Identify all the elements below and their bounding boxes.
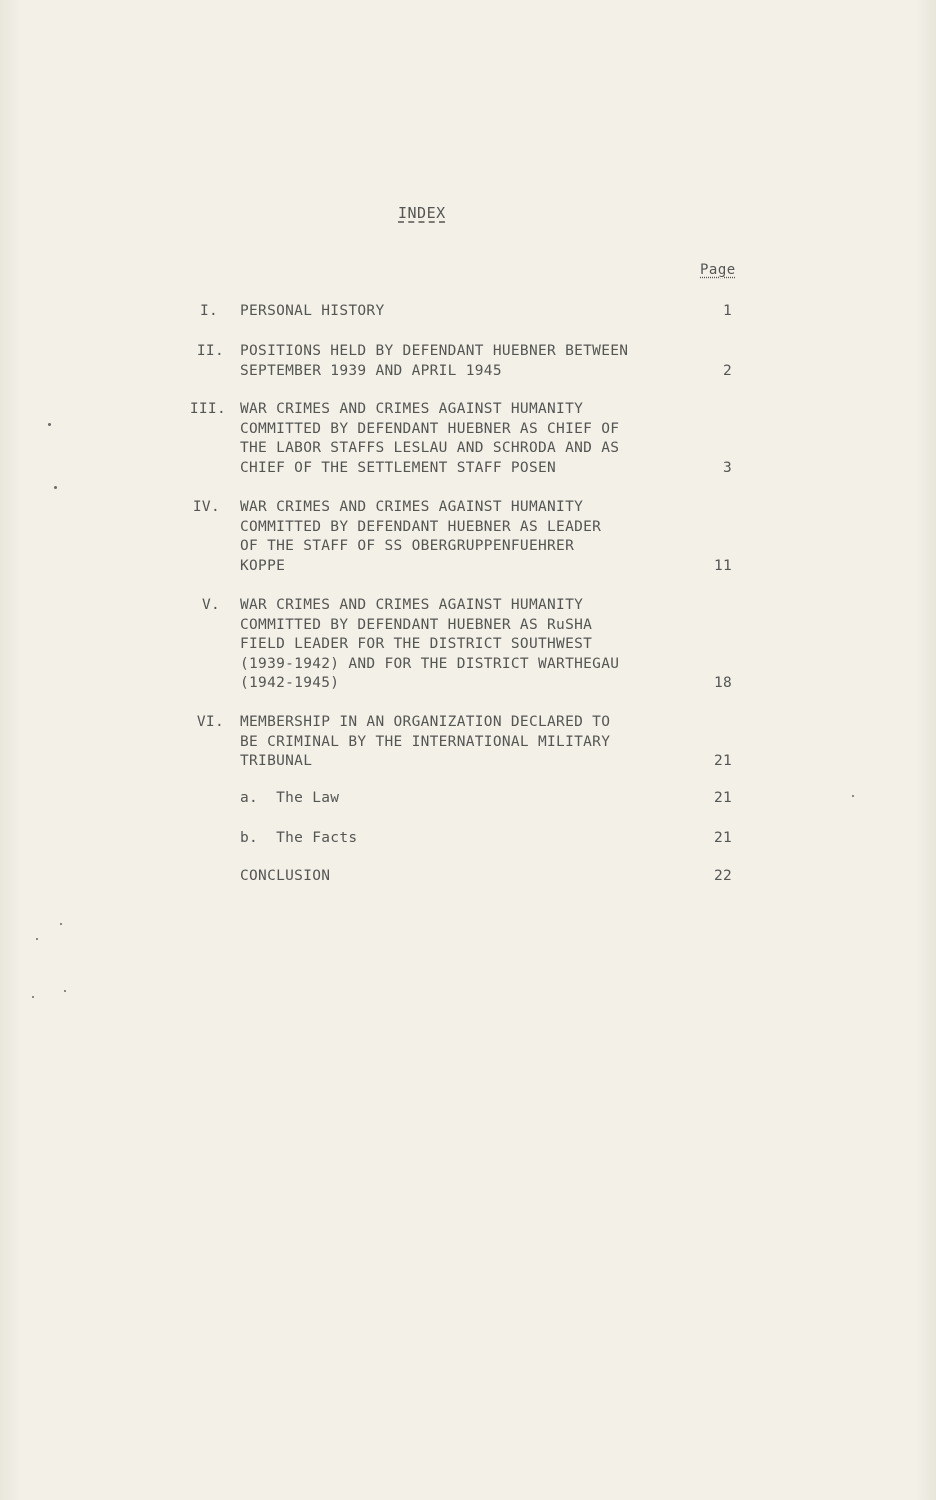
entry-page-number: 3: [722, 459, 732, 476]
entry-text: WAR CRIMES AND CRIMES AGAINST HUMANITY COMMITTED BY DEFENDANT HUEBNER AS RuSHA FIELD LEADER FOR THE DISTRICT SOUTHWEST (1939-1942) AND FOR THE DISTRICT WARTHEGAU (1942-1945): [240, 597, 620, 691]
entry-text: MEMBERSHIP IN AN ORGANIZATION DECLARED TO BE CRIMINAL BY THE INTERNATIONAL MILITARY TRIBUNAL: [240, 714, 611, 769]
entry-page-number: 2: [722, 362, 732, 379]
index-title: INDEX: [398, 204, 446, 222]
entry-text: WAR CRIMES AND CRIMES AGAINST HUMANITY COMMITTED BY DEFENDANT HUEBNER AS LEADER OF THE STAFF OF SS OBERGRUPPENFUEHRER KOPPE: [240, 499, 602, 574]
entry-text: PERSONAL HISTORY: [240, 303, 385, 319]
entry-page-number: 1: [722, 303, 732, 319]
entry-page-number: 21: [713, 790, 732, 806]
scan-speck: [852, 795, 854, 797]
entry-page-number: 21: [713, 753, 732, 769]
scan-speck: [32, 996, 34, 998]
entry-text: b. The Facts: [240, 830, 358, 846]
scan-speck: [54, 486, 57, 489]
entry-text: WAR CRIMES AND CRIMES AGAINST HUMANITY COMMITTED BY DEFENDANT HUEBNER AS CHIEF OF THE LABOR STAFFS LESLAU AND SCHRODA AND AS CHIEF OF THE SETTLEMENT STAFF POSEN: [240, 401, 620, 476]
entry-number: V.: [201, 597, 220, 613]
entry-text: a. The Law: [240, 790, 340, 806]
scan-speck: [64, 990, 66, 992]
entry-number: VI.: [196, 714, 224, 730]
page-column-label: Page: [700, 262, 736, 278]
entry-page-number: 21: [713, 830, 732, 846]
entry-page-number: 22: [713, 868, 732, 884]
entry-number: III.: [189, 401, 226, 417]
scan-speck: [60, 923, 62, 925]
entry-number: II.: [196, 343, 224, 359]
entry-page-number: 18: [713, 675, 732, 691]
scan-speck: [48, 423, 51, 426]
entry-number: I.: [199, 303, 218, 319]
entry-number: IV.: [192, 499, 220, 515]
entry-page-number: 11: [713, 557, 732, 574]
entry-text: POSITIONS HELD BY DEFENDANT HUEBNER BETWEEN SEPTEMBER 1939 AND APRIL 1945: [240, 343, 629, 379]
scan-speck: [36, 938, 38, 940]
entry-text: CONCLUSION: [240, 868, 331, 884]
